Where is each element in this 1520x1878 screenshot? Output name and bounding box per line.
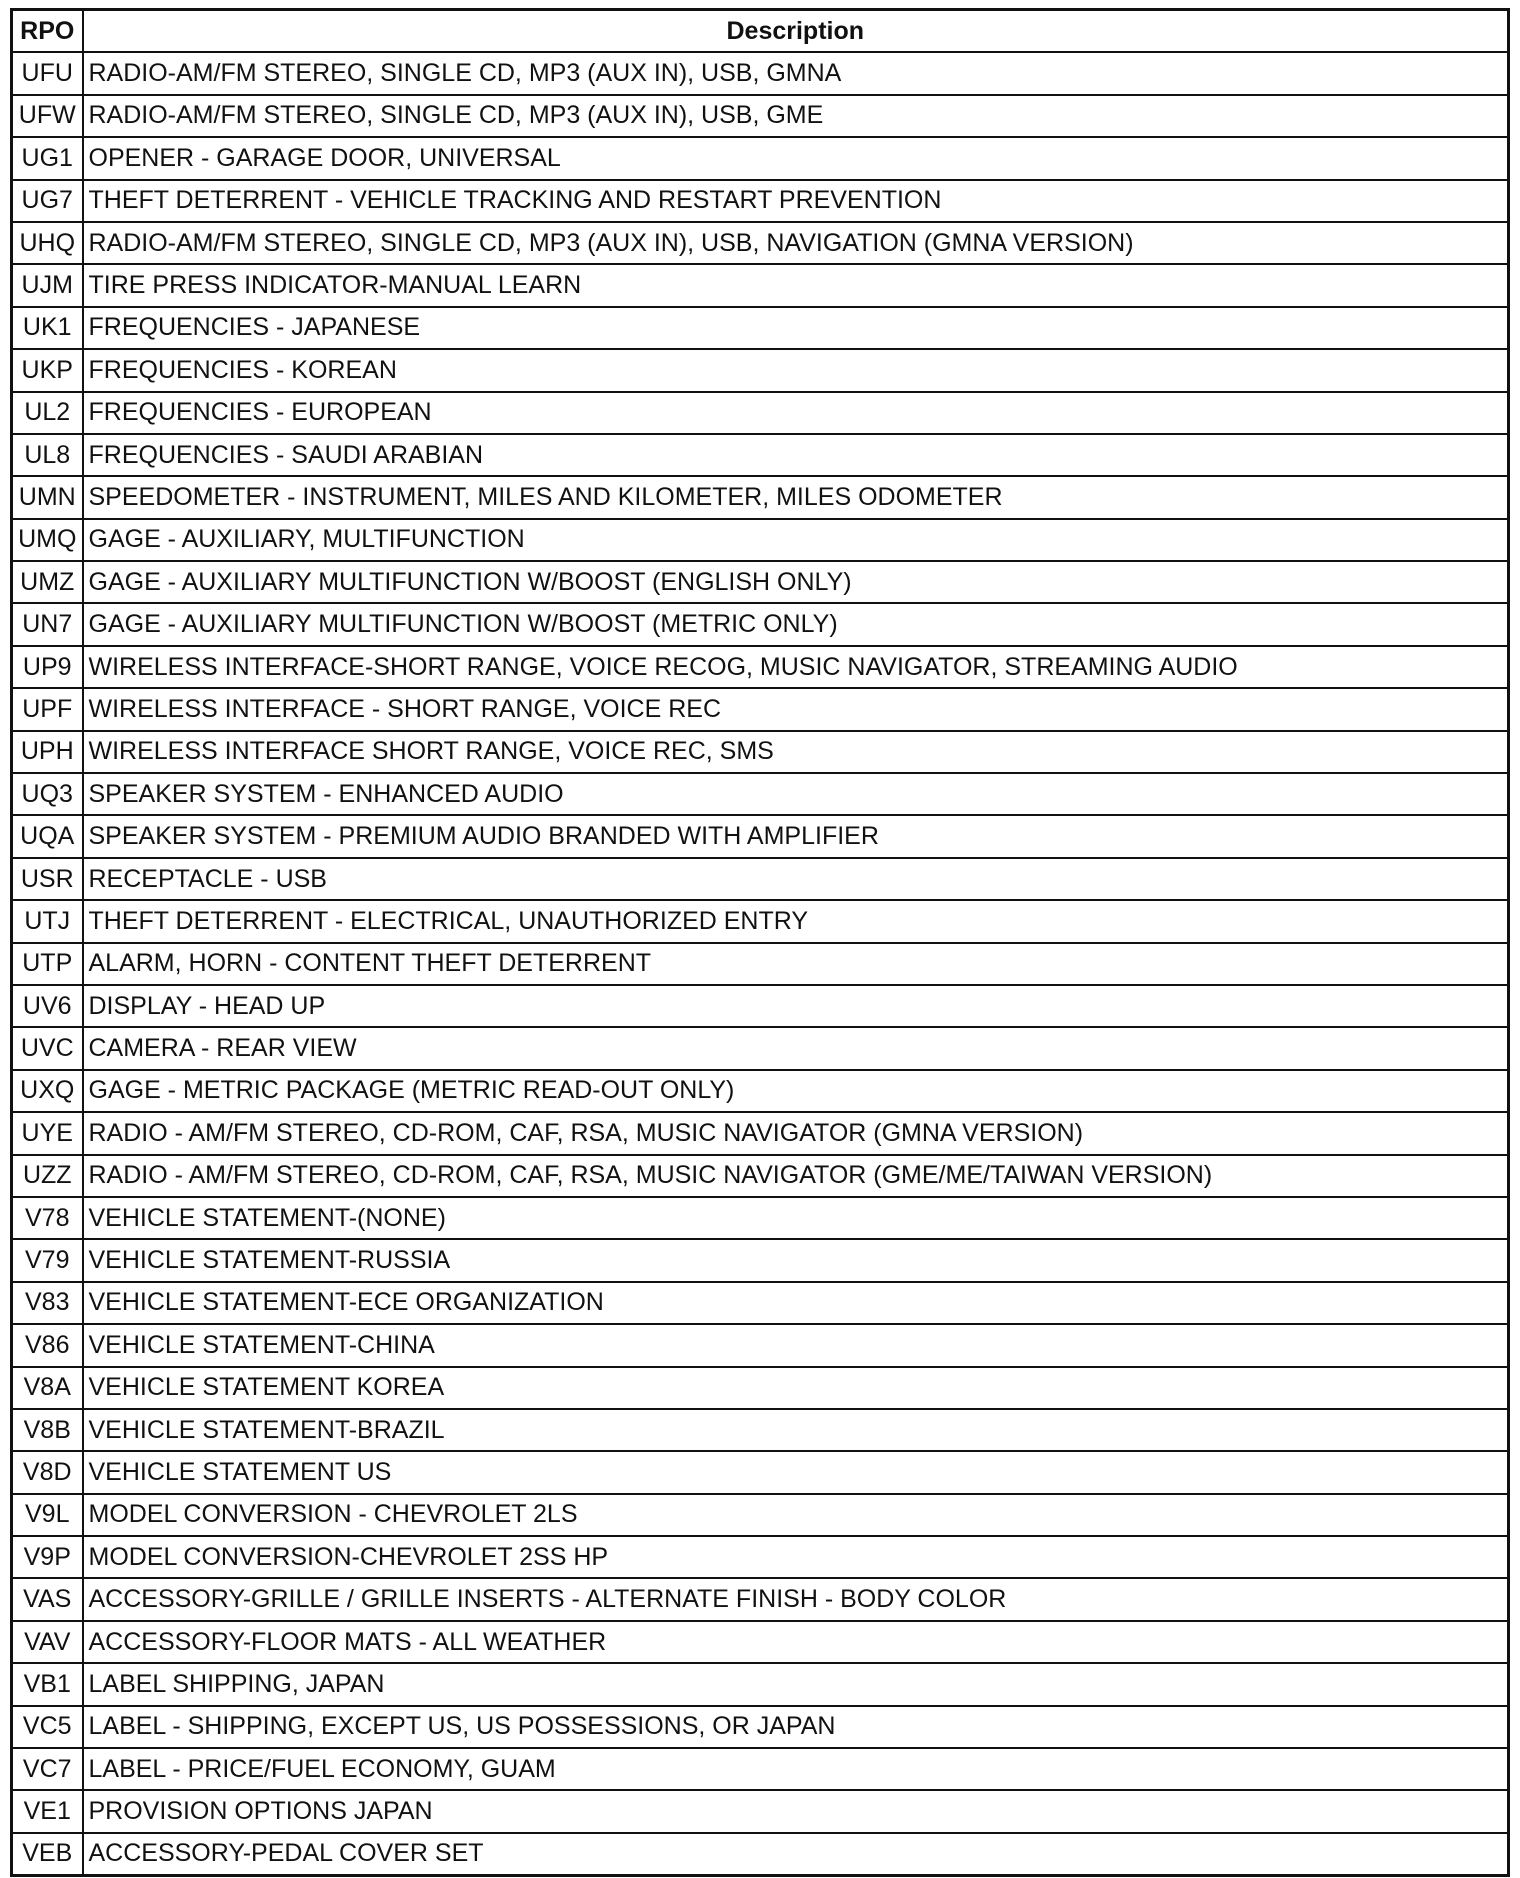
description-cell: LABEL - SHIPPING, EXCEPT US, US POSSESSIONS, OR JAPAN bbox=[83, 1706, 1509, 1748]
description-cell: LABEL SHIPPING, JAPAN bbox=[83, 1663, 1509, 1705]
table-row bbox=[12, 1790, 1509, 1832]
rpo-code-cell: V83 bbox=[12, 1282, 83, 1324]
table-row bbox=[12, 1663, 1509, 1705]
description-cell: GAGE - AUXILIARY, MULTIFUNCTION bbox=[83, 519, 1509, 561]
table-row bbox=[12, 52, 1509, 94]
description-cell: WIRELESS INTERFACE-SHORT RANGE, VOICE RECOG, MUSIC NAVIGATOR, STREAMING AUDIO bbox=[83, 646, 1509, 688]
table-row bbox=[12, 1027, 1509, 1069]
rpo-code-cell: UQ3 bbox=[12, 773, 83, 815]
rpo-code-cell: V8B bbox=[12, 1409, 83, 1451]
rpo-code-cell: UJM bbox=[12, 264, 83, 306]
table-row bbox=[12, 1197, 1509, 1239]
description-cell: RADIO - AM/FM STEREO, CD-ROM, CAF, RSA, MUSIC NAVIGATOR (GME/ME/TAIWAN VERSION) bbox=[83, 1155, 1509, 1197]
table-body bbox=[12, 52, 1509, 1875]
header-rpo: RPO bbox=[12, 10, 83, 53]
rpo-code-cell: VE1 bbox=[12, 1790, 83, 1832]
description-cell: GAGE - AUXILIARY MULTIFUNCTION W/BOOST (METRIC ONLY) bbox=[83, 603, 1509, 645]
description-cell: WIRELESS INTERFACE - SHORT RANGE, VOICE REC bbox=[83, 688, 1509, 730]
table-row bbox=[12, 1536, 1509, 1578]
table-row bbox=[12, 603, 1509, 645]
rpo-code-cell: V8A bbox=[12, 1367, 83, 1409]
description-cell: RADIO-AM/FM STEREO, SINGLE CD, MP3 (AUX IN), USB, GMNA bbox=[83, 52, 1509, 94]
header-row bbox=[12, 10, 1509, 53]
table-row bbox=[12, 900, 1509, 942]
description-cell: SPEAKER SYSTEM - ENHANCED AUDIO bbox=[83, 773, 1509, 815]
table-row bbox=[12, 1748, 1509, 1790]
description-cell: CAMERA - REAR VIEW bbox=[83, 1027, 1509, 1069]
table-header bbox=[12, 10, 1509, 53]
rpo-code-cell: UP9 bbox=[12, 646, 83, 688]
table-row bbox=[12, 1706, 1509, 1748]
description-cell: SPEEDOMETER - INSTRUMENT, MILES AND KILOMETER, MILES ODOMETER bbox=[83, 476, 1509, 518]
rpo-code-cell: V86 bbox=[12, 1324, 83, 1366]
description-cell: THEFT DETERRENT - ELECTRICAL, UNAUTHORIZED ENTRY bbox=[83, 900, 1509, 942]
rpo-code-cell: VC7 bbox=[12, 1748, 83, 1790]
header-description: Description bbox=[83, 10, 1509, 53]
table-row bbox=[12, 646, 1509, 688]
rpo-code-cell: UMQ bbox=[12, 519, 83, 561]
table-row bbox=[12, 1324, 1509, 1366]
description-cell: ACCESSORY-GRILLE / GRILLE INSERTS - ALTERNATE FINISH - BODY COLOR bbox=[83, 1578, 1509, 1620]
description-cell: OPENER - GARAGE DOOR, UNIVERSAL bbox=[83, 137, 1509, 179]
description-cell: FREQUENCIES - JAPANESE bbox=[83, 307, 1509, 349]
rpo-code-cell: UG1 bbox=[12, 137, 83, 179]
description-cell: FREQUENCIES - KOREAN bbox=[83, 349, 1509, 391]
table-row bbox=[12, 1409, 1509, 1451]
table-row bbox=[12, 773, 1509, 815]
table-row bbox=[12, 1239, 1509, 1281]
rpo-code-cell: VB1 bbox=[12, 1663, 83, 1705]
rpo-code-cell: V8D bbox=[12, 1451, 83, 1493]
description-cell: THEFT DETERRENT - VEHICLE TRACKING AND RESTART PREVENTION bbox=[83, 180, 1509, 222]
rpo-table bbox=[10, 8, 1510, 1877]
rpo-code-cell: UKP bbox=[12, 349, 83, 391]
table-row bbox=[12, 858, 1509, 900]
description-cell: ALARM, HORN - CONTENT THEFT DETERRENT bbox=[83, 943, 1509, 985]
table-row bbox=[12, 180, 1509, 222]
description-cell: GAGE - METRIC PACKAGE (METRIC READ-OUT ONLY) bbox=[83, 1070, 1509, 1112]
rpo-code-cell: V9L bbox=[12, 1494, 83, 1536]
table-row bbox=[12, 1578, 1509, 1620]
table-row bbox=[12, 1494, 1509, 1536]
description-cell: MODEL CONVERSION-CHEVROLET 2SS HP bbox=[83, 1536, 1509, 1578]
description-cell: RECEPTACLE - USB bbox=[83, 858, 1509, 900]
table-row bbox=[12, 1155, 1509, 1197]
description-cell: LABEL - PRICE/FUEL ECONOMY, GUAM bbox=[83, 1748, 1509, 1790]
table-row bbox=[12, 561, 1509, 603]
description-cell: ACCESSORY-PEDAL COVER SET bbox=[83, 1833, 1509, 1876]
description-cell: VEHICLE STATEMENT-CHINA bbox=[83, 1324, 1509, 1366]
description-cell: VEHICLE STATEMENT US bbox=[83, 1451, 1509, 1493]
description-cell: WIRELESS INTERFACE SHORT RANGE, VOICE REC, SMS bbox=[83, 731, 1509, 773]
rpo-code-cell: UN7 bbox=[12, 603, 83, 645]
table-row bbox=[12, 476, 1509, 518]
rpo-code-cell: UK1 bbox=[12, 307, 83, 349]
description-cell: SPEAKER SYSTEM - PREMIUM AUDIO BRANDED WITH AMPLIFIER bbox=[83, 815, 1509, 857]
table-row bbox=[12, 688, 1509, 730]
table-row bbox=[12, 222, 1509, 264]
rpo-code-cell: UFU bbox=[12, 52, 83, 94]
rpo-code-cell: UXQ bbox=[12, 1070, 83, 1112]
description-cell: TIRE PRESS INDICATOR-MANUAL LEARN bbox=[83, 264, 1509, 306]
rpo-code-cell: V9P bbox=[12, 1536, 83, 1578]
rpo-code-cell: UG7 bbox=[12, 180, 83, 222]
description-cell: VEHICLE STATEMENT-(NONE) bbox=[83, 1197, 1509, 1239]
description-cell: RADIO - AM/FM STEREO, CD-ROM, CAF, RSA, MUSIC NAVIGATOR (GMNA VERSION) bbox=[83, 1112, 1509, 1154]
table-row bbox=[12, 264, 1509, 306]
description-cell: GAGE - AUXILIARY MULTIFUNCTION W/BOOST (ENGLISH ONLY) bbox=[83, 561, 1509, 603]
table-row bbox=[12, 1282, 1509, 1324]
rpo-code-cell: VAV bbox=[12, 1621, 83, 1663]
description-cell: FREQUENCIES - EUROPEAN bbox=[83, 392, 1509, 434]
table-row bbox=[12, 307, 1509, 349]
table-row bbox=[12, 943, 1509, 985]
rpo-code-cell: UPH bbox=[12, 731, 83, 773]
description-cell: RADIO-AM/FM STEREO, SINGLE CD, MP3 (AUX IN), USB, GME bbox=[83, 95, 1509, 137]
table-row bbox=[12, 392, 1509, 434]
table-row bbox=[12, 731, 1509, 773]
rpo-code-cell: UTJ bbox=[12, 900, 83, 942]
rpo-code-cell: UFW bbox=[12, 95, 83, 137]
rpo-code-cell: UV6 bbox=[12, 985, 83, 1027]
rpo-code-cell: V79 bbox=[12, 1239, 83, 1281]
description-cell: VEHICLE STATEMENT KOREA bbox=[83, 1367, 1509, 1409]
rpo-code-cell: UL8 bbox=[12, 434, 83, 476]
rpo-code-cell: VC5 bbox=[12, 1706, 83, 1748]
rpo-code-cell: UMZ bbox=[12, 561, 83, 603]
rpo-code-cell: V78 bbox=[12, 1197, 83, 1239]
rpo-code-cell: UQA bbox=[12, 815, 83, 857]
rpo-code-cell: USR bbox=[12, 858, 83, 900]
description-cell: PROVISION OPTIONS JAPAN bbox=[83, 1790, 1509, 1832]
table-row bbox=[12, 1621, 1509, 1663]
rpo-code-cell: UPF bbox=[12, 688, 83, 730]
rpo-code-cell: UZZ bbox=[12, 1155, 83, 1197]
table-row bbox=[12, 985, 1509, 1027]
rpo-code-cell: VEB bbox=[12, 1833, 83, 1876]
table-row bbox=[12, 815, 1509, 857]
table-row bbox=[12, 137, 1509, 179]
table-row bbox=[12, 1833, 1509, 1876]
table-row bbox=[12, 434, 1509, 476]
rpo-code-cell: UL2 bbox=[12, 392, 83, 434]
table-row bbox=[12, 1367, 1509, 1409]
rpo-code-cell: UHQ bbox=[12, 222, 83, 264]
description-cell: MODEL CONVERSION - CHEVROLET 2LS bbox=[83, 1494, 1509, 1536]
table-row bbox=[12, 95, 1509, 137]
description-cell: DISPLAY - HEAD UP bbox=[83, 985, 1509, 1027]
table-row bbox=[12, 1112, 1509, 1154]
table-row bbox=[12, 1070, 1509, 1112]
rpo-code-cell: UVC bbox=[12, 1027, 83, 1069]
description-cell: VEHICLE STATEMENT-RUSSIA bbox=[83, 1239, 1509, 1281]
rpo-code-cell: VAS bbox=[12, 1578, 83, 1620]
rpo-code-cell: UMN bbox=[12, 476, 83, 518]
table-row bbox=[12, 519, 1509, 561]
description-cell: ACCESSORY-FLOOR MATS - ALL WEATHER bbox=[83, 1621, 1509, 1663]
description-cell: FREQUENCIES - SAUDI ARABIAN bbox=[83, 434, 1509, 476]
rpo-code-cell: UTP bbox=[12, 943, 83, 985]
description-cell: RADIO-AM/FM STEREO, SINGLE CD, MP3 (AUX IN), USB, NAVIGATION (GMNA VERSION) bbox=[83, 222, 1509, 264]
description-cell: VEHICLE STATEMENT-ECE ORGANIZATION bbox=[83, 1282, 1509, 1324]
rpo-code-cell: UYE bbox=[12, 1112, 83, 1154]
table-row bbox=[12, 349, 1509, 391]
description-cell: VEHICLE STATEMENT-BRAZIL bbox=[83, 1409, 1509, 1451]
table-row bbox=[12, 1451, 1509, 1493]
